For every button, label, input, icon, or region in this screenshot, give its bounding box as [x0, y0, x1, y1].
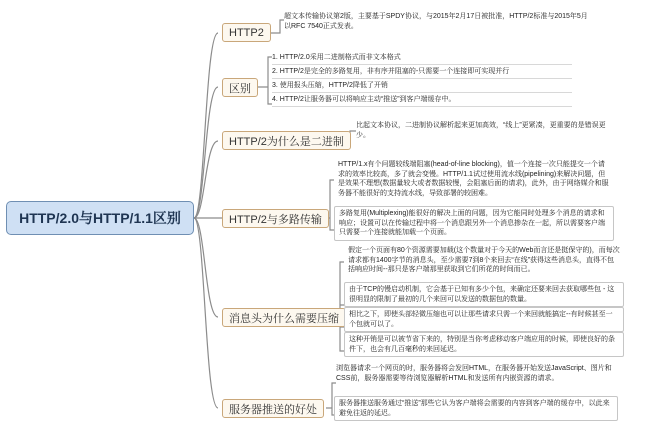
diff-item-3: 3. 使用报头压缩，HTTP/2降低了开销: [272, 79, 572, 93]
root-title: HTTP/2.0与HTTP/1.1区别: [19, 210, 181, 226]
topic-multiplex[interactable]: [222, 209, 329, 228]
topic-multiplex-label: HTTP/2与多路传输: [229, 213, 322, 226]
topic-diff[interactable]: [222, 78, 258, 97]
binary-note: 比起文本协议，二进制协议解析起来更加高效，“线上”更紧凑，更重要的是错误更少。: [356, 122, 606, 139]
topic-diff-label: 区别: [229, 82, 251, 95]
multiplex-note-2: 多路复用(Multiplexing)能很好的解决上面的问题，因为它能同时处理多个消息的请求和响应；设置可以在传输过程中将一个消息跟另外一个消息掺杂在一起，所以需要客户端只需要一个连接就能加载一个页面。: [334, 206, 614, 241]
diff-list: [272, 51, 572, 107]
topic-push-label: 服务器推送的好处: [229, 403, 317, 416]
diff-item-2: 2. HTTP/2是完全的多路复用，非有序并阻塞的-只需要一个连接即可实现并行: [272, 65, 572, 79]
diff-item-4: 4. HTTP/2让服务器可以将响应主动“推送”到客户端缓存中。: [272, 93, 572, 107]
topic-http2[interactable]: [222, 23, 271, 42]
push-note-1: 浏览器请求一个网页的时，服务器将会发回HTML，在服务器开始发送JavaScript、图片和CSS前，服务器需要等待浏览器解析HTML和发送所有内嵌资源的请求。: [336, 365, 612, 382]
topic-http2-label: HTTP2: [229, 26, 264, 39]
header-note-2: 由于TCP的慢启动机制，它会基于已知有多少个包，来确定还要来回去获取哪些包 - 这很明显的限制了最初的几个来回可以发送的数据包的数量。: [344, 282, 624, 307]
topic-server-push[interactable]: [222, 399, 324, 418]
root-node[interactable]: [6, 201, 194, 235]
topic-header-compression[interactable]: [222, 308, 346, 327]
topic-binary[interactable]: [222, 131, 351, 150]
topic-binary-label: HTTP/2为什么是二进制: [229, 135, 344, 148]
header-note-4: 这种开销是可以被节省下来的，特别是当你考虑移动客户端应用的时候，即使良好的条件下，也会有几百毫秒的来回延迟。: [344, 332, 624, 357]
multiplex-note-1: HTTP/1.x有个问题较线端阻塞(head-of-line blocking)，值一个连接一次只能提交一个请求的效率比较高，多了就会变慢。HTTP/1.1试过使用流水线(pipelining)来解决问题，但是效果不理想(数据量较大或者数据较慢，会阻塞后面的请求)，此外，由于网络媒介和服务器不能很好的支持流水线，导致部署的较困难。: [338, 161, 609, 197]
diff-item-1: 1. HTTP/2.0采用二进制格式而非文本格式: [272, 51, 572, 65]
topic-header-label: 消息头为什么需要压缩: [229, 312, 339, 325]
header-note-3: 相比之下，即使头部轻微压缩也可以让那些请求只需一个来回就能搞定--有时候甚至一个包就可以了。: [344, 307, 624, 332]
http2-note: 超文本传输协议第2版，主要基于SPDY协议，与2015年2月17日被批准，HTTP/2标准与2015年5月以RFC 7540正式发表。: [284, 13, 588, 30]
push-note-2: 服务器推送服务通过“推送”那些它认为客户端将会需要的内容到客户端的缓存中，以此来避免往返的延迟。: [334, 396, 618, 421]
header-note-1: 假定一个页面有80个资源需要加载(这个数量对于今天的Web而言还是挺保守的)，而每次请求都有1400字节的消息头，至少需要7到8个来回去“在线”获得这些消息头，直得不包括响应时间--那只是客户端那里获取到它们所花的时间而已。: [348, 247, 620, 273]
